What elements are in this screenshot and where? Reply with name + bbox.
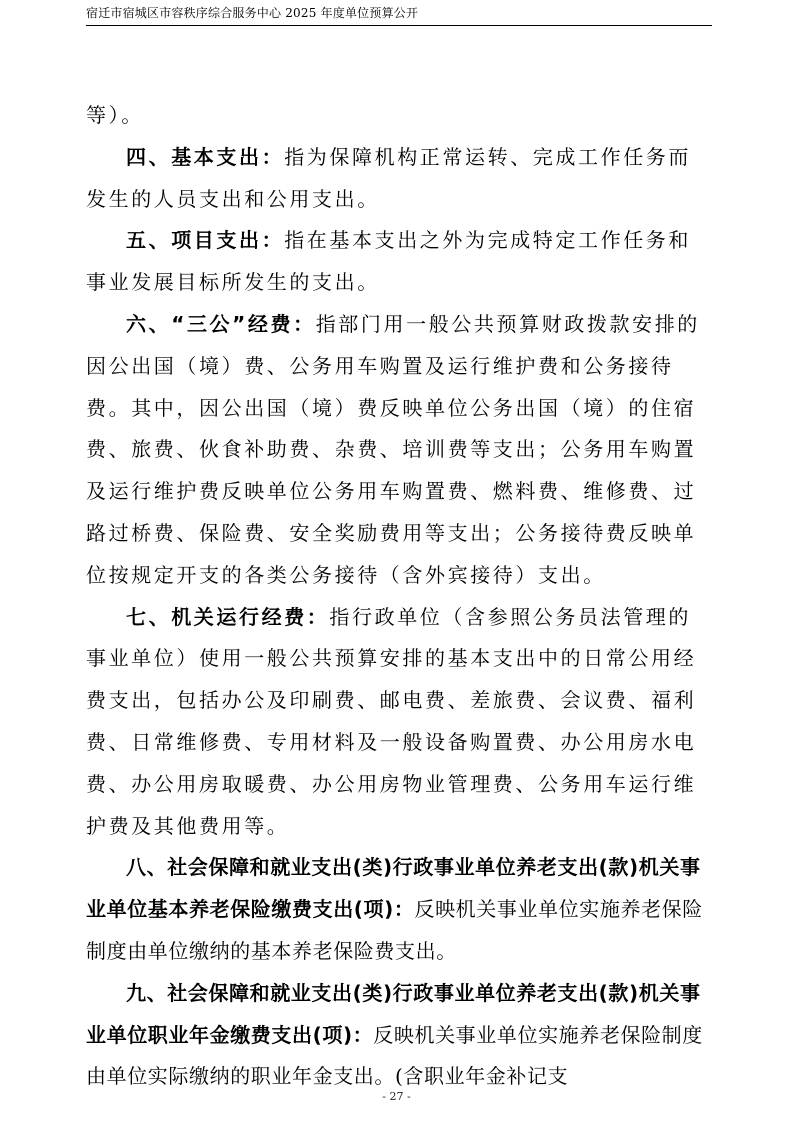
- paragraph-heading: 七、机关运行经费：: [126, 604, 330, 629]
- page-number: - 27 -: [382, 1090, 411, 1103]
- paragraph-continuation: [86, 95, 712, 137]
- page-header: 宿迁市宿城区市容秩序综合服务中心 2025 年度单位预算公开: [86, 6, 419, 20]
- paragraph-basic-expenditure: [86, 137, 712, 221]
- paragraph-heading: 四、基本支出：: [126, 144, 285, 169]
- paragraph-heading: 八、社会保障和就业支出(类)行政事业单位养老支出(款)机关事业单位基本养老保险缴费支出(项)：: [86, 855, 701, 922]
- paragraph-text: 等）。: [86, 103, 144, 127]
- paragraph-three-public-funds: [86, 304, 712, 597]
- header-divider: [86, 25, 712, 26]
- document-body: [86, 95, 712, 1098]
- paragraph-basic-pension: [86, 847, 712, 972]
- paragraph-text: 反映机关事业单位实施养老保险制度由单位实际缴纳的职业年金支出。(含职业年金补记支: [86, 1022, 703, 1089]
- paragraph-text: 指在基本支出之外为完成特定工作任务和事业发展目标所发生的支出。: [86, 228, 692, 295]
- paragraph-heading: 九、社会保障和就业支出(类)行政事业单位养老支出(款)机关事业单位职业年金缴费支出(项)：: [86, 980, 701, 1047]
- paragraph-heading: 六、“三公”经费：: [126, 311, 316, 336]
- paragraph-text: 指部门用一般公共预算财政拨款安排的因公出国（境）费、公务用车购置及运行维护费和公务接待费。其中，因公出国（境）费反映单位公务出国（境）的住宿费、旅费、伙食补助费、杂费、培训费等支出；公务用车购置及运行维护费反映单位公务用车购置费、燃料费、维修费、过路过桥费、保险费、安全奖励费用等支出；公务接待费反映单位按规定开支的各类公务接待（含外宾接待）支出。: [86, 311, 700, 587]
- paragraph-occupational-annuity: [86, 973, 712, 1098]
- paragraph-text: 指为保障机构正常运转、完成工作任务而发生的人员支出和公用支出。: [86, 144, 692, 211]
- paragraph-project-expenditure: [86, 220, 712, 304]
- paragraph-text: 反映机关事业单位实施养老保险制度由单位缴纳的基本养老保险费支出。: [86, 897, 703, 963]
- paragraph-heading: 五、项目支出：: [126, 228, 285, 253]
- paragraph-text: 指行政单位（含参照公务员法管理的事业单位）使用一般公共预算安排的基本支出中的日常公用经费支出，包括办公及印刷费、邮电费、差旅费、会议费、福利费、日常维修费、专用材料及一般设备购置费、办公用房水电费、办公用房取暖费、办公用房物业管理费、公务用车运行维护费及其他费用等。: [86, 604, 697, 838]
- paragraph-operating-funds: [86, 597, 712, 848]
